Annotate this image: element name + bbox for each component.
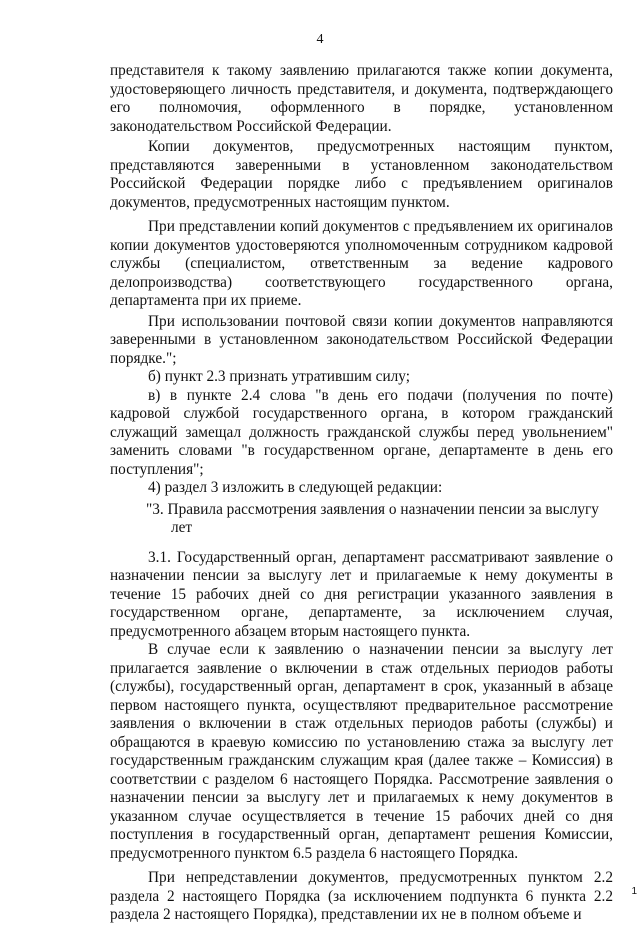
paragraph-item-4: 4) раздел 3 изложить в следующей редакции: xyxy=(148,479,443,496)
section-3-heading xyxy=(110,501,613,538)
paragraph-item-b: б) пункт 2.3 признать утратившим силу; xyxy=(148,368,410,385)
paragraph-copies-with-originals: При представлении копий документов с предъявлением их оригиналов копии документов удостоверяются уполномоченным сотрудником кадровой службы (специалистом, ответственным за ведение кадрового делопроизводства) соответствующего государственного органа, департамента при их приеме. xyxy=(110,218,613,309)
page-number: 4 xyxy=(316,32,324,47)
edge-mark: 1 xyxy=(631,886,637,897)
paragraph-postal-submission: При использовании почтовой связи копии документов направляются заверенными в установленном законодательством Российской Федерации порядке."; xyxy=(110,312,613,367)
paragraph-service-periods: В случае если к заявлению о назначении пенсии за выслугу лет прилагается заявление о включении в стаж отдельных периодов работы (службы), государственный орган, департамент в срок, указанный в абзаце первом настоящего пункта, осуществляют предварительное рассмотрение заявления о включении в стаж отдельных периодов работы (службы) и обращаются в краевую комиссию по установлению стажа за выслугу лет государственным гражданским служащим края (далее также – Комиссия) в соответствии с разделом 6 настоящего Порядка. Рассмотрение заявления о назначении пенсии за выслугу лет и прилагаемых к нему документов в указанном случае осуществляется в течение 15 рабочих дней со дня поступления в государственный орган, департамент решения Комиссии, предусмотренного пунктом 6.5 раздела 6 настоящего Порядка. xyxy=(110,641,613,862)
paragraph-item-v: в) в пункте 2.4 слова "в день его подачи (получения по почте) кадровой службой государственного органа, в котором гражданский служащий замещал должность гражданской службы перед увольнением" заменить словами "в государственном органе, департаменте в день его поступления"; xyxy=(110,386,613,478)
section-heading-line2: лет xyxy=(171,519,193,536)
paragraph-representative-docs: представителя к такому заявлению прилагаются также копии документа, удостоверяющего личность представителя, и документа, подтверждающего его полномочия, оформленного в порядке, установленном законодательством Российской Федерации. xyxy=(110,62,613,135)
paragraph-copies-certified: Копии документов, предусмотренных настоящим пунктом, представляются заверенными в установленном законодательством Российской Федерации порядке либо с предъявлением оригиналов документов, предусмотренных настоящим пунктом. xyxy=(110,138,613,211)
document-body xyxy=(110,62,613,925)
section-heading-line1: "3. Правила рассмотрения заявления о назначении пенсии за выслугу xyxy=(146,500,599,518)
paragraph-nonsubmission: При непредставлении документов, предусмотренных пунктом 2.2 раздела 2 настоящего Порядка (за исключением подпункта 6 пункта 2.2 раздела 2 настоящего Порядка), представлении их не в полном объеме и xyxy=(110,869,613,923)
paragraph-3-1: 3.1. Государственный орган, департамент рассматривают заявление о назначении пенсии за выслугу лет и прилагаемые к нему документы в течение 15 рабочих дней со дня регистрации указанного заявления в государственном органе, департаменте, за исключением случая, предусмотренного абзацем вторым настоящего пункта. xyxy=(110,548,613,640)
